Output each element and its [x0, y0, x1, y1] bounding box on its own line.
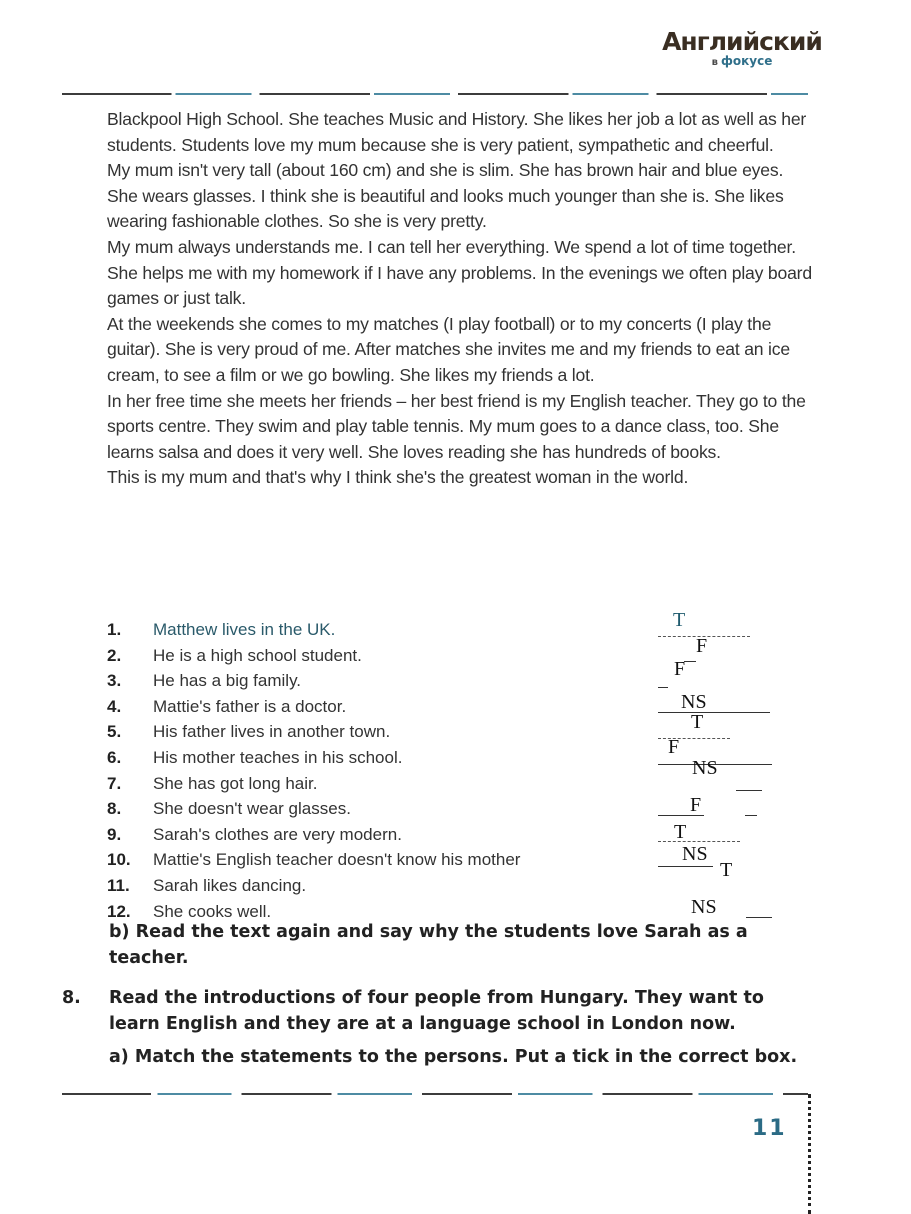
answer-1: T — [673, 609, 686, 631]
exercise-8 — [62, 986, 814, 1071]
statement-row — [107, 796, 667, 822]
answer-6: F — [668, 736, 680, 758]
paragraph: Blackpool High School. She teaches Music and History. She likes her job a lot as well as her students. Students love my mum because she is very patient, sympathetic and cheerful. — [107, 109, 807, 155]
answer-line — [745, 815, 757, 816]
statement-number: 8. — [107, 799, 122, 819]
statement-number: 9. — [107, 824, 122, 844]
statement-number: 7. — [107, 773, 122, 793]
statement-number: 3. — [107, 671, 122, 691]
statement-text: He has a big family. — [153, 671, 302, 691]
statement-row — [107, 617, 667, 643]
statement-row — [107, 719, 667, 745]
exercise-number: 8. — [62, 988, 81, 1008]
footer-divider — [62, 1093, 808, 1095]
statement-row — [107, 643, 667, 669]
answer-line — [684, 661, 696, 662]
statement-number: 6. — [107, 747, 122, 767]
answer-line — [658, 687, 668, 688]
cut-line — [808, 1094, 811, 1214]
answer-line — [658, 866, 713, 867]
answer-line — [736, 790, 762, 791]
statement-number: 10. — [107, 850, 131, 870]
logo-subtitle-prefix: в — [711, 57, 718, 68]
answer-5: T — [691, 711, 704, 733]
statement-text: She cooks well. — [153, 901, 272, 921]
answer-7: NS — [692, 757, 718, 779]
paragraph: This is my mum and that's why I think she's the greatest woman in the world. — [107, 467, 689, 488]
statements-list — [107, 617, 667, 924]
statement-row — [107, 745, 667, 771]
statement-text: His father lives in another town. — [153, 722, 391, 742]
answer-3: F — [674, 658, 686, 680]
task-b-instruction: b) Read the text again and say why the students love Sarah as a teacher. — [109, 922, 748, 968]
logo-title: Английский — [662, 27, 822, 56]
paragraph: My mum isn't very tall (about 160 cm) and she is slim. She has brown hair and blue eyes. She wears glasses. I think she is beautiful and looks much younger than she is. She likes wearing fashionable clothes. So she is very pretty. — [107, 160, 784, 232]
answer-11: T — [720, 859, 733, 881]
statement-row — [107, 873, 667, 899]
statement-row — [107, 771, 667, 797]
statement-row — [107, 694, 667, 720]
statement-text: Matthew lives in the UK. — [153, 620, 336, 639]
answer-4: NS — [681, 691, 707, 713]
textbook-logo — [662, 28, 822, 68]
answer-line — [658, 841, 740, 842]
answer-12: NS — [691, 896, 717, 918]
statement-number: 11. — [107, 875, 130, 895]
statement-row — [107, 822, 667, 848]
answer-2: F — [696, 635, 708, 657]
statement-text: He is a high school student. — [153, 645, 362, 665]
exercise-sub-a: a) Match the statements to the persons. Put a tick in the correct box. — [109, 1047, 798, 1067]
paragraph: At the weekends she comes to my matches (I play football) or to my concerts (I play the guitar). She is very proud of me. After matches she invites me and my friends to eat an ice cream, to see a film or we go bowling. She likes my friends a lot. — [107, 313, 790, 385]
answer-10: NS — [682, 843, 708, 865]
statement-row — [107, 668, 667, 694]
statement-number: 1. — [107, 620, 122, 639]
statement-number: 5. — [107, 722, 122, 742]
statement-text: Sarah likes dancing. — [153, 875, 307, 895]
logo-subtitle — [662, 54, 822, 68]
statement-number: 12. — [107, 901, 131, 921]
statement-row — [107, 847, 667, 873]
answer-8: F — [690, 794, 702, 816]
statement-text: Mattie's father is a doctor. — [153, 696, 347, 716]
exercise-intro: Read the introductions of four people from Hungary. They want to learn English and they are at a language school in London now. — [109, 988, 764, 1034]
logo-subtitle-word: фокусе — [720, 54, 773, 68]
answer-9: T — [674, 821, 687, 843]
exercise-body — [109, 986, 814, 1071]
paragraph: In her free time she meets her friends – her best friend is my English teacher. They go to the sports centre. They swim and play table tennis. My mum goes to a dance class, too. She learns salsa and does it very well. She loves reading she has hundreds of books. — [107, 390, 806, 462]
answer-line — [746, 917, 772, 918]
statement-number: 4. — [107, 696, 122, 716]
answer-line — [658, 712, 770, 713]
page-number: 11 — [752, 1116, 787, 1141]
statement-number: 2. — [107, 645, 122, 665]
statement-text: His mother teaches in his school. — [153, 747, 403, 767]
paragraph: My mum always understands me. I can tell her everything. We spend a lot of time together. She helps me with my homework if I have any problems. In the evenings we often play board games or just talk. — [107, 236, 812, 309]
statement-text: She doesn't wear glasses. — [153, 799, 351, 819]
answer-line — [658, 815, 704, 816]
statement-text: Mattie's English teacher doesn't know his mother — [153, 850, 521, 870]
header-divider — [62, 93, 808, 95]
reading-text — [107, 107, 812, 491]
statement-text: Sarah's clothes are very modern. — [153, 824, 402, 844]
statement-text: She has got long hair. — [153, 773, 318, 793]
